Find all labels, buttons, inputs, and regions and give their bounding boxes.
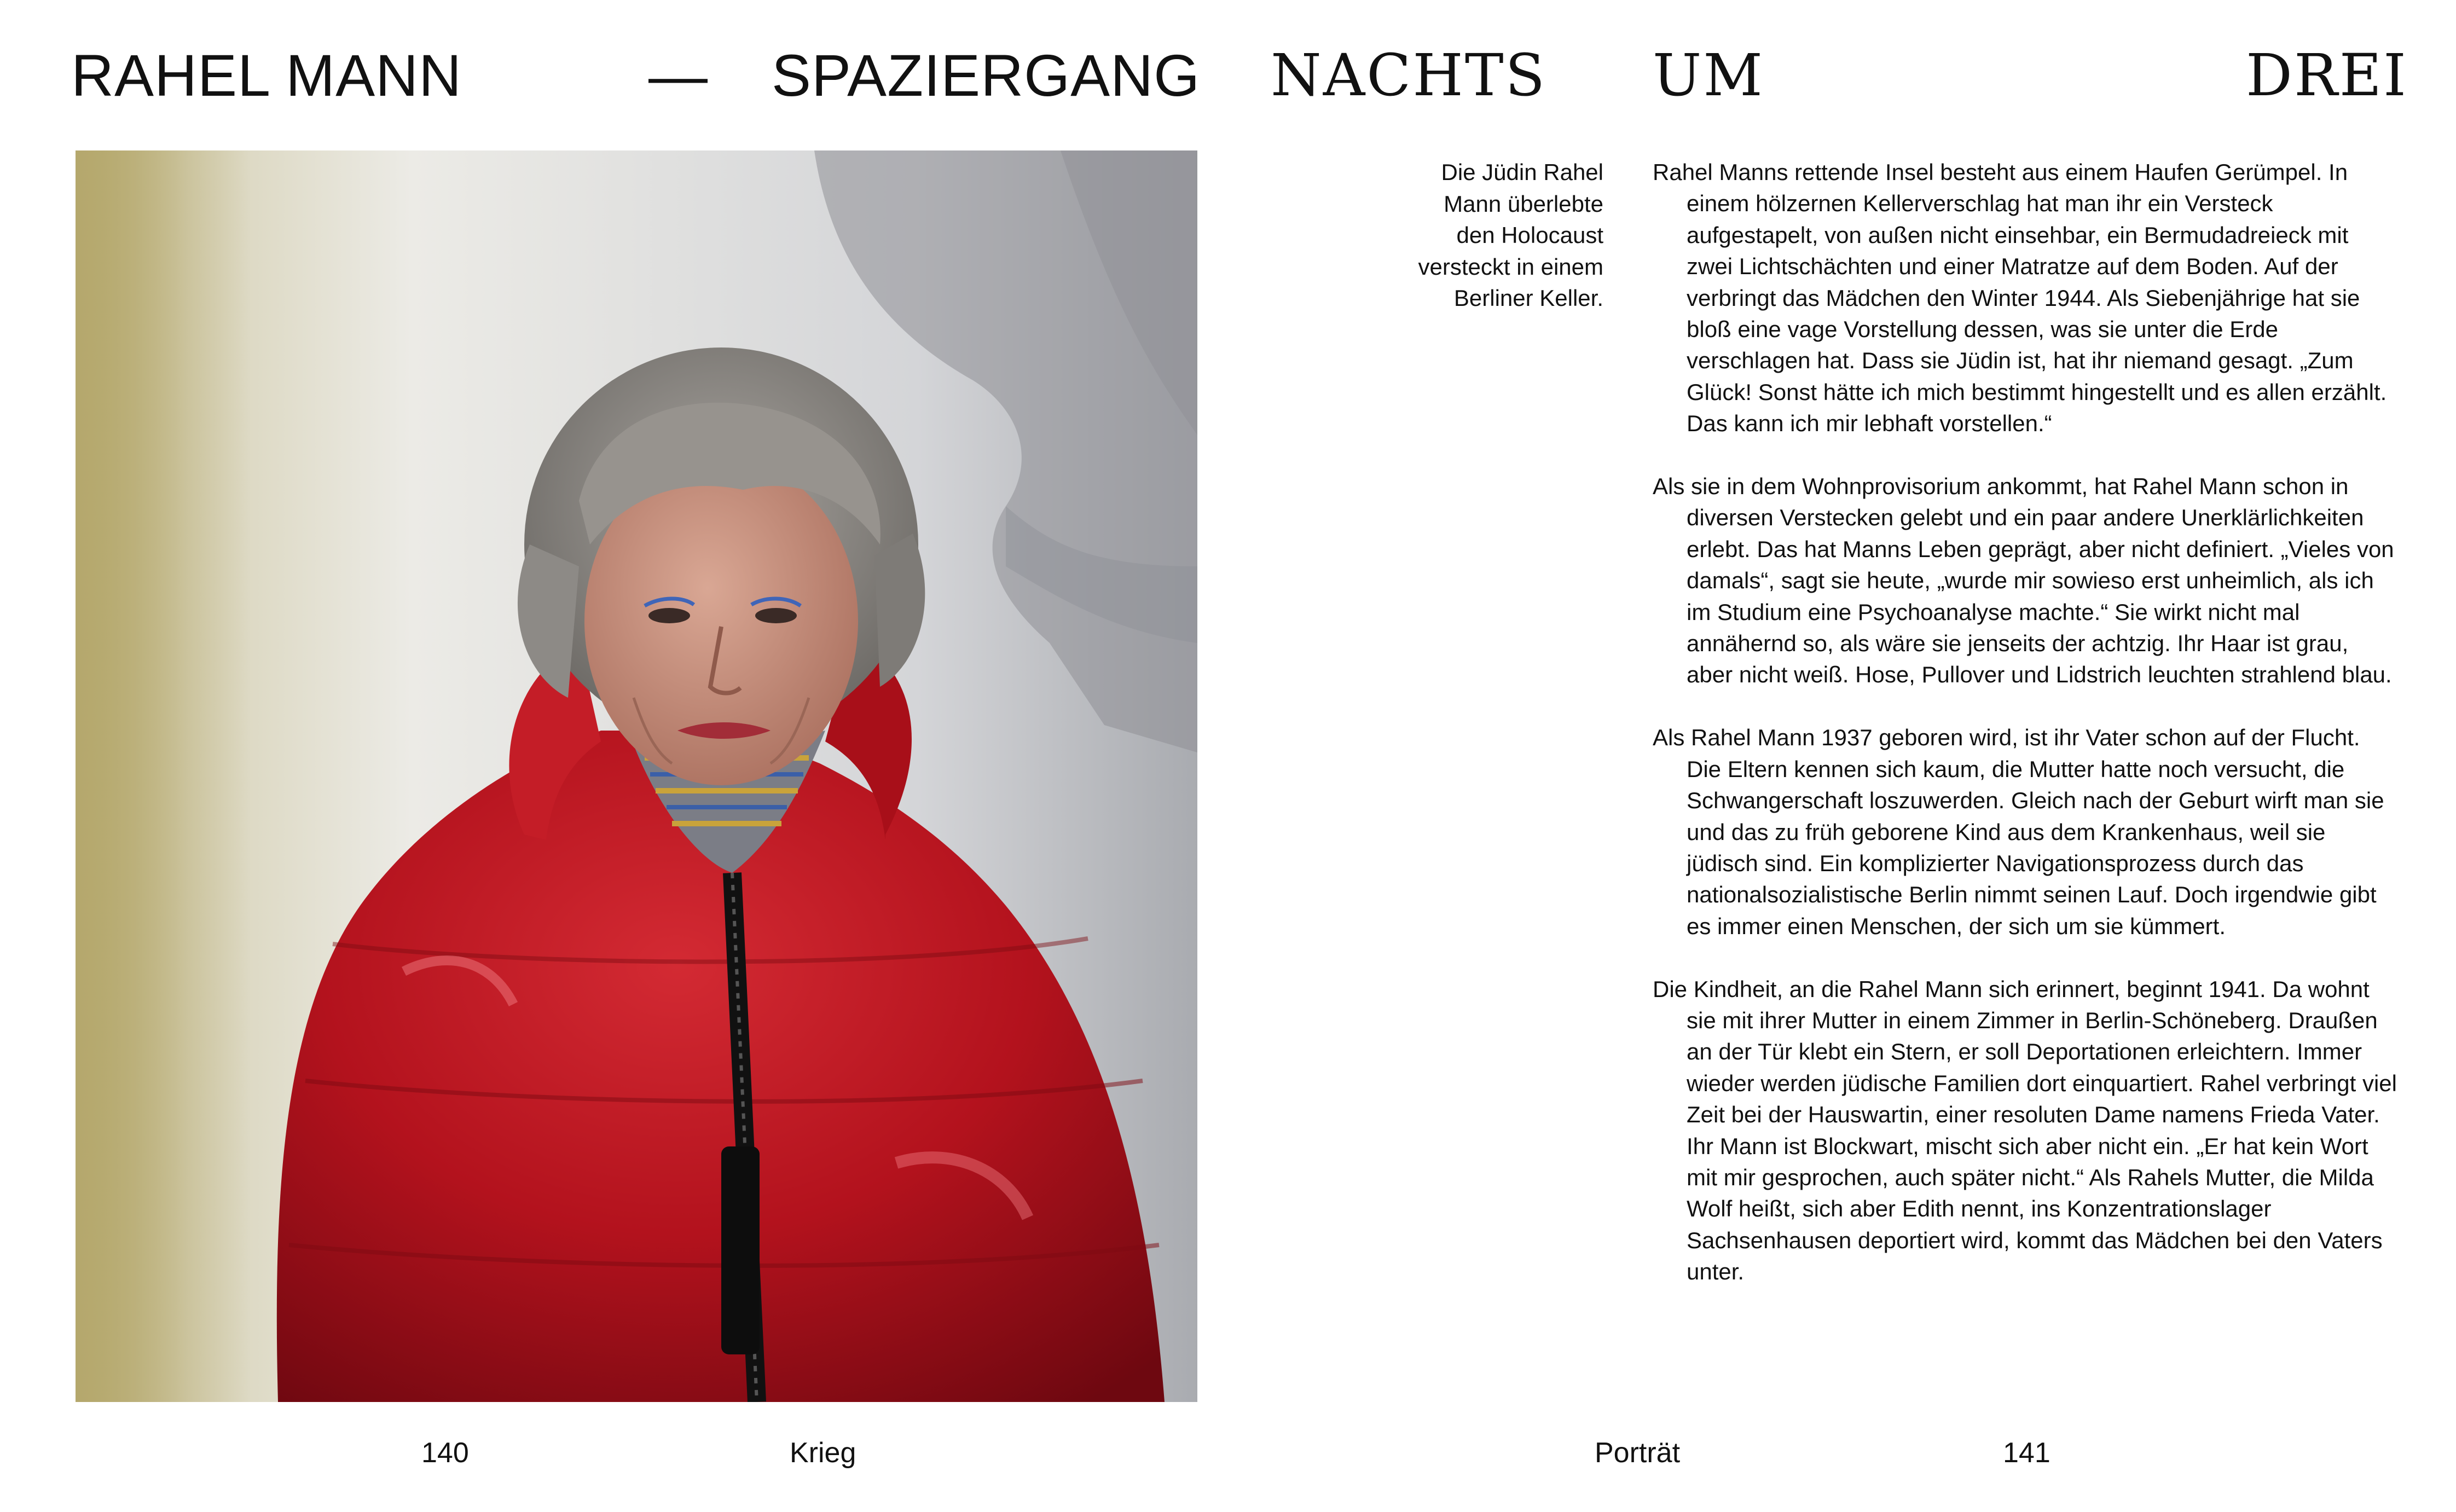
header-dash: — [648,42,708,108]
paragraph-3: Als Rahel Mann 1937 geboren wird, ist ihr Vater schon auf der Flucht. Die Eltern kennen sich kaum, die Mutter hatte noch versucht, die Schwangerschaft loszuwerden. Gleich nach der Geburt wirft man sie und das zu früh geborene Kind aus dem Krankenhaus, weil sie jüdisch sind. Ein komplizierter Navigationsprozess durch das nationalsozialistische Berlin nimmt seinen Lauf. Doch irgendwie gibt es immer einen Menschen, der sich um sie kümmert. [1653,725,2384,939]
section-label-right: Porträt [1595,1437,1681,1469]
paragraph-1: Rahel Manns rettende Insel besteht aus einem Haufen Gerümpel. In einem hölzernen Kellerverschlag hat man ihr ein Versteck aufgestapelt, von außen nicht einsehbar, ein Bermudadreieck mit zwei Lichtschächten und einer Matratze auf dem Boden. Auf der verbringt das Mädchen den Winter 1944. Als Siebenjährige hat sie bloß eine vage Vorstellung dessen, was sie unter die Erde verschlagen hat. Dass sie Jüdin ist, hat ihr niemand gesagt. „Zum Glück! Sonst hätte ich mich bestimmt hingestellt und es allen erzählt. Das kann ich mir lebhaft vorstellen.“ [1653,159,2387,437]
paragraph-4: Die Kindheit, an die Rahel Mann sich erinnert, beginnt 1941. Da wohnt sie mit ihrer Mutter in einem Zimmer in Berlin-Schöneberg. Draußen an der Tür klebt ein Stern, er soll Deportationen erleichtern. Immer wieder werden jüdische Familien dort einquartiert. Rahel verbringt viel Zeit bei der Hauswartin, einer resoluten Dame namens Frieda Vater. Ihr Mann ist Blockwart, mischt sich aber nicht ein. „Er hat kein Wort mit mir gesprochen, auch später nicht.“ Als Rahels Mutter, die Milda Wolf heißt, sich aber Edith nennt, ins Konzentrationslager Sachsenhausen deportiert wird, kommt das Mädchen bei den Vaters unter. [1653,976,2397,1285]
header-drei: DREI [2246,42,2408,109]
portrait-illustration [76,150,1197,1402]
portrait-photo [76,150,1197,1402]
header-nachts: NACHTS [1271,42,1547,109]
page-number-left: 140 [421,1437,469,1469]
section-label-left: Krieg [790,1437,856,1469]
page-number-right: 141 [2003,1437,2050,1469]
header-um: UM [1653,42,1764,109]
header-name: RAHEL MANN [71,42,462,108]
paragraph-2: Als sie in dem Wohnprovisorium ankommt, hat Rahel Mann schon in diversen Verstecken gelebt und ein paar andere Unerklärlichkeiten erlebt. Das hat Manns Leben geprägt, aber nicht definiert. „Vieles von damals“, sagt sie heute, „wurde mir sowieso erst unheimlich, als ich im Studium eine Psychoanalyse machte.“ Sie wirkt nicht mal annähernd so, als wäre sie jenseits der achtzig. Ihr Haar ist grau, aber nicht weiß. Hose, Pullover und Lidstrich leuchten strahlend blau. [1653,473,2394,688]
article-body [1653,157,2397,1319]
photo-caption: Die Jüdin Rahel Mann überlebte den Holocaust versteckt in einem Berliner Keller. [1418,159,1603,311]
header-spaziergang: SPAZIERGANG [772,42,1201,108]
